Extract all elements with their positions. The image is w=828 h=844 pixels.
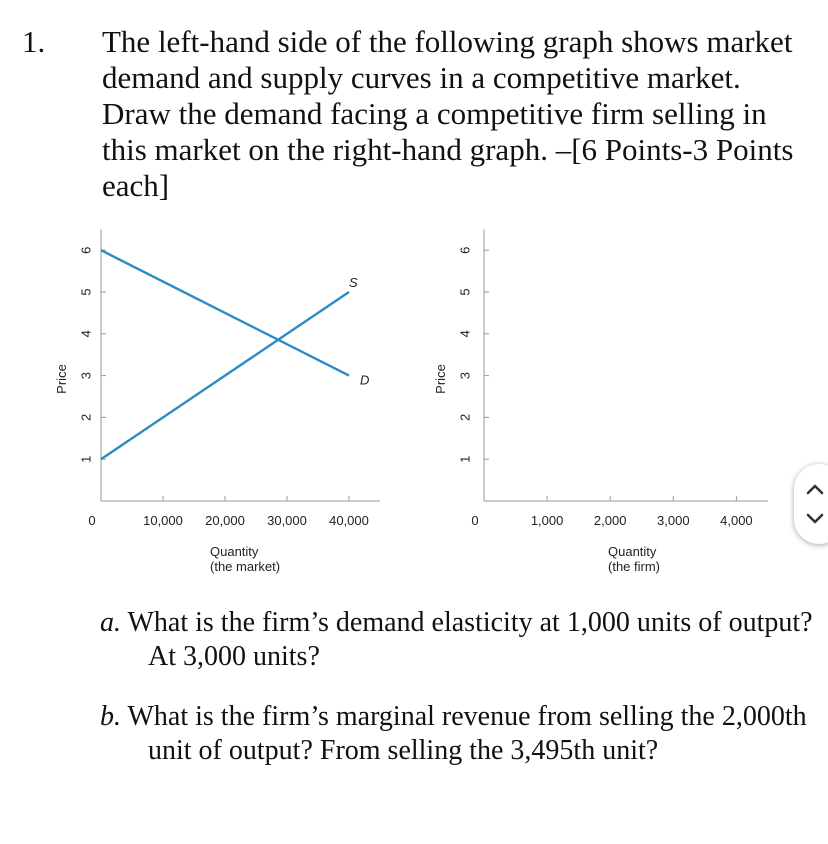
market-y-axis-label: Price [54,364,69,394]
firm-y-tick-label: 2 [457,413,473,422]
market-y-tick-label: 1 [78,455,94,463]
market-series-d-line [101,250,349,375]
market-x-axis-label: Quantity [210,544,259,559]
market-x-tick-label: 30,000 [267,513,307,528]
market-x-tick-label: 20,000 [205,513,245,528]
sub-question-b-label: b. [100,701,121,732]
question-text: The left-hand side of the following graph shows market demand and supply curves in a competitive market. Draw the demand facing a competitive firm selling in this market on the right-hand graph. –[6 Points-3 Points each] [102,24,794,203]
firm-x-tick-label: 1,000 [530,513,564,528]
firm-y-tick-label: 6 [457,246,473,254]
market-series-s-line [101,292,349,459]
firm-x-axis-sublabel: (the firm) [608,559,660,574]
firm-x-tick-label: 2,000 [593,513,627,528]
market-y-tick-label: 5 [78,288,94,296]
firm-x-tick-label: 3,000 [657,513,690,528]
chevron-up-icon[interactable] [804,478,826,500]
sub-question-b [100,700,828,768]
firm-y-tick-label: 1 [457,455,473,463]
firm-y-tick-label: 3 [457,371,473,380]
market-y-tick-label: 6 [78,246,94,254]
sub-question-a-text: What is the firm’s demand elasticity at 1,000 units of output? At 3,000 units? [127,607,813,672]
market-origin-label: 0 [88,513,96,528]
market-y-tick-label: 2 [78,413,94,422]
sub-question-a [100,606,828,674]
market-x-tick-label: 40,000 [329,513,369,528]
market-x-tick-label: 10,000 [143,513,183,528]
firm-origin-label: 0 [471,513,479,528]
market-series-d-label: D [360,372,370,388]
market-series-s-label: S [349,275,358,290]
page-nav [794,464,828,544]
firm-x-tick-label: 4,000 [720,513,753,528]
sub-question-a-label: a. [100,607,121,638]
market-y-tick-label: 4 [78,330,94,338]
chevron-down-icon[interactable] [804,508,826,530]
sub-question-b-text: What is the firm’s marginal revenue from selling the 2,000th unit of output? From selling the 3,495th unit? [127,701,807,766]
question-number: 1. [22,24,46,59]
firm-chart [433,229,768,574]
market-x-axis-sublabel: (the market) [210,559,281,574]
firm-x-axis-label: Quantity [608,544,657,559]
firm-y-tick-label: 5 [457,288,473,296]
firm-y-axis-label: Price [433,364,448,394]
firm-y-tick-label: 4 [457,330,473,338]
market-y-tick-label: 3 [78,371,94,380]
market-chart [54,229,380,574]
